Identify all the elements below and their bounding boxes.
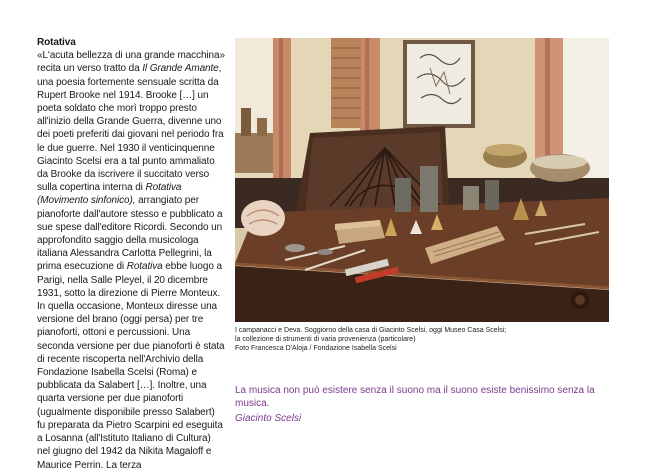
article-text-3: arrangiato per pianoforte dall'autore stesso e pubblicato a sue spese dall'editore Ricordi. Secondo un approfondito saggio della musicologa italiana Alessandra Carlotta Pellegrini, la prima esecuzione di xyxy=(37,195,223,273)
photo-caption xyxy=(235,326,615,353)
article-italic-1: Il Grande Amante xyxy=(142,63,219,75)
caption-credit: Foto Francesca D'Aloja / Fondazione Isabella Scelsi xyxy=(235,345,397,352)
article-text-4: ebbe luogo a Parigi, nella Salle Pleyel, il 20 dicembre 1931, sotto la direzione di Pierre Monteux. In quella occasione, Monteux diresse una versione del brano (oggi persa) per tre pianoforti, ottoni e percussioni. Una seconda versione per due pianoforti è stata di recente riscoperta nell'Archivio della Fondazione Isabella Scelsi (Roma) e pubblicata da Salabert […]. Inoltre, una quarta versione per due pianoforti (ugualmente disponibile presso Salabert) fu preparata da Pietro Scarpini ed eseguita a Losanna (all'Istituto Italiano di Cultura) nel giugno del 1942 da Nikita Magaloff e Maurice Perrin. La terza xyxy=(37,261,225,471)
article-italic-3: Rotativa xyxy=(126,261,163,273)
article-title: Rotativa xyxy=(37,37,76,48)
article-body xyxy=(37,49,225,472)
pull-quote xyxy=(235,385,615,426)
article-column xyxy=(37,36,225,472)
caption-line-1: I campanacci e Deva. Soggiorno della casa di Giacinto Scelsi, oggi Museo Casa Scelsi; xyxy=(235,327,507,334)
article-italic-2: Rotativa (Movimento sinfonico), xyxy=(37,182,182,207)
photo-living-room xyxy=(235,38,609,322)
article-text-1: «L'acuta bellezza di una grande macchina» recita un verso tratto da xyxy=(37,50,225,75)
quote-text: La musica non può esistere senza il suono ma il suono esiste benissimo senza la musica. xyxy=(235,385,595,409)
caption-line-2: la collezione di strumenti di varia provenienza (particolare) xyxy=(235,336,416,343)
article-text-2: , una poesia fortemente sensuale scritta da Rupert Brooke nel 1914. Brooke […] un poeta soldato che morì troppo presto all'inizio della Grande Guerra, divenne uno dei poeti preferiti dai giovani nel periodo fra le due guerre. Nel 1930 il venticinquenne Giacinto Scelsi era a tal punto ammaliato da Brooke da iscrivere il succitato verso sulla copertina interna di xyxy=(37,63,224,194)
quote-author: Giacinto Scelsi xyxy=(235,413,302,424)
